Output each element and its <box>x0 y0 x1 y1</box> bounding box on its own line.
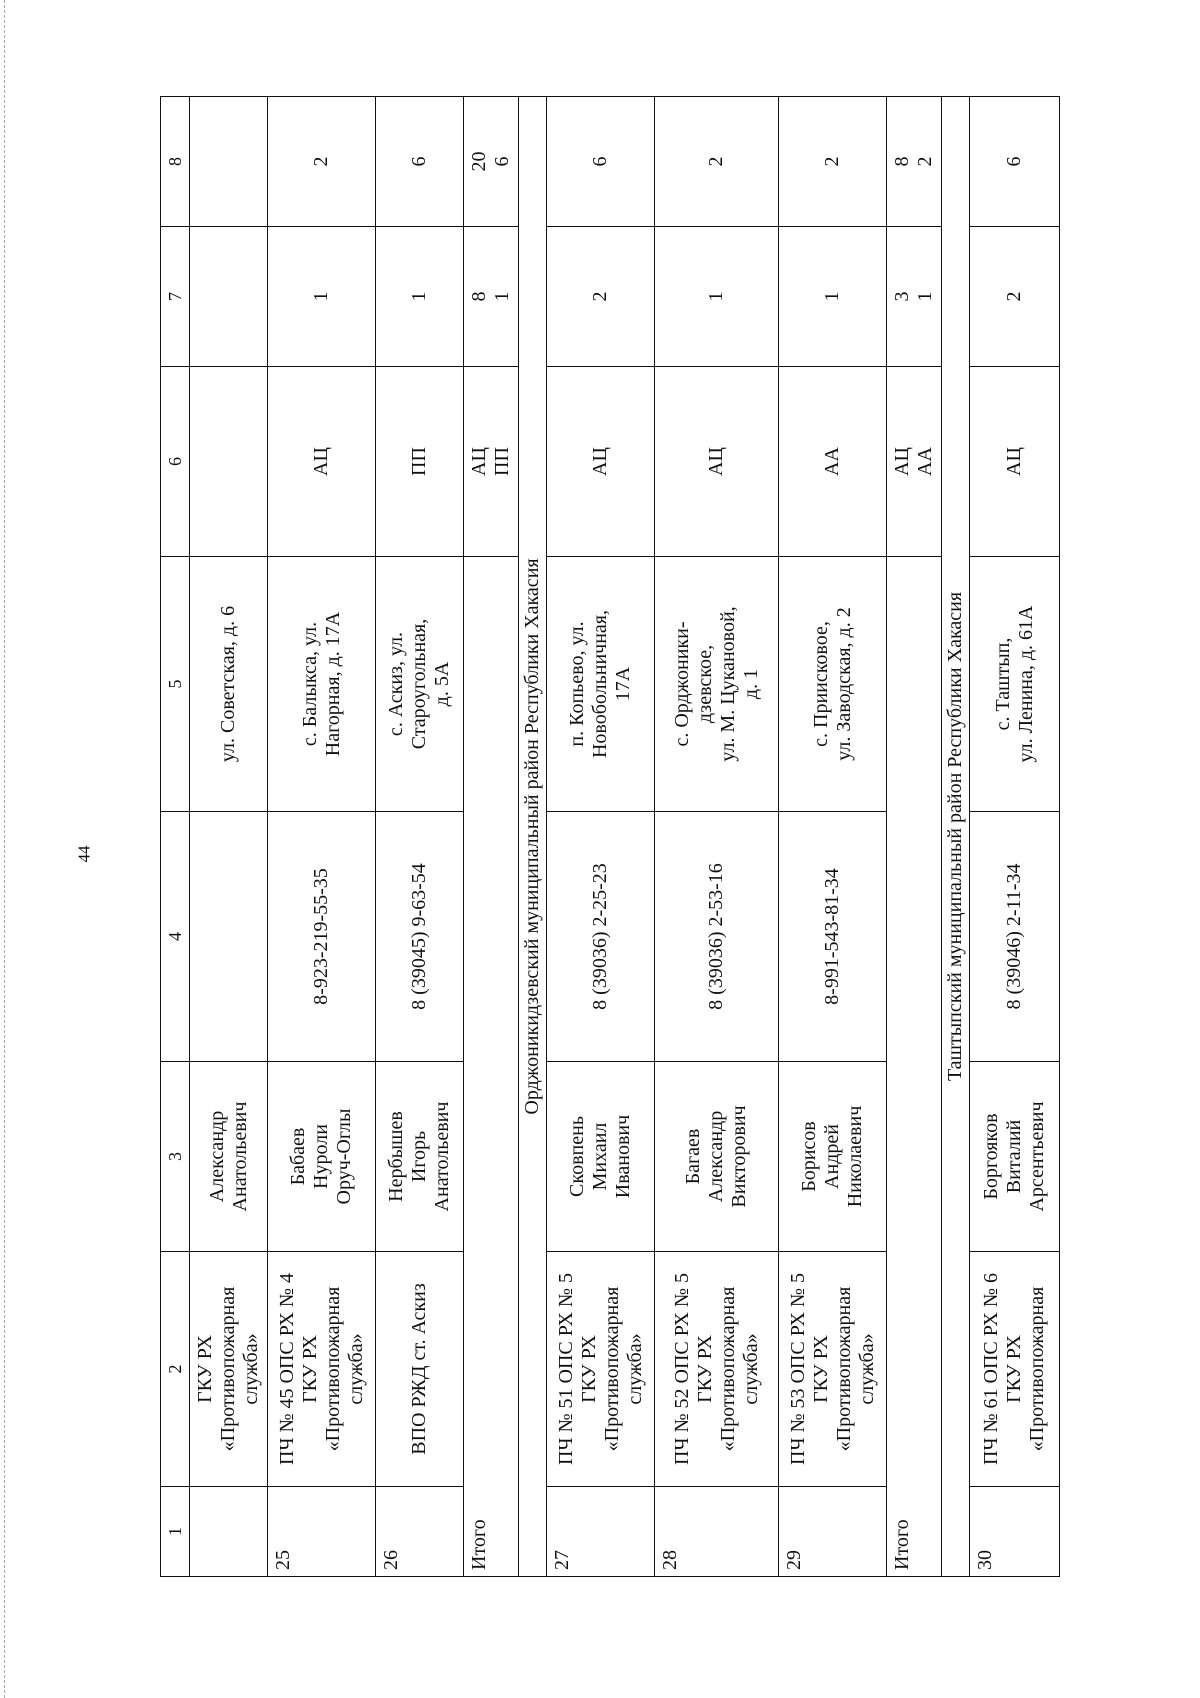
address-cell: ул. Советская, д. 6 <box>190 557 268 812</box>
address-cell: с. Балыкса, ул. Нагорная, д. 17А <box>268 557 376 812</box>
section-title: Таштыпский муниципальный район Республики Хакасия <box>942 97 970 1577</box>
section-row <box>519 97 547 1577</box>
vehicle-count-cell: 1 <box>376 227 464 367</box>
vehicle-count-cell: 2 <box>970 227 1060 367</box>
vehicle-type-cell: АЦ <box>655 367 779 557</box>
unit-name-cell: ПЧ № 51 ОПС РХ № 5 ГКУ РХ «Противопожарная служба» <box>547 1252 655 1487</box>
address-cell: с. Приисковое, ул. Заводская, д. 2 <box>779 557 887 812</box>
vehicle-type-cell: АЦ <box>970 367 1060 557</box>
header-cell: 6 <box>161 367 190 557</box>
address-cell: с. Таштып, ул. Ленина, д. 61А <box>970 557 1060 812</box>
crew-count-cell: 2 <box>655 97 779 227</box>
total-vehicle-types: АЦ ПП <box>464 367 519 557</box>
row-number-cell: 30 <box>970 1487 1060 1577</box>
table-row <box>190 97 268 1577</box>
total-row <box>887 97 942 1577</box>
header-cell: 3 <box>161 1062 190 1252</box>
table-row <box>268 97 376 1577</box>
address-cell: с. Орджоники- дзевское, ул. М. Цукановой, д. 1 <box>655 557 779 812</box>
vehicle-type-cell: ПП <box>376 367 464 557</box>
row-number-cell: 29 <box>779 1487 887 1577</box>
chief-name-cell: Боргояков Виталий Арсентьевич <box>970 1062 1060 1252</box>
chief-name-cell: Борисов Андрей Николаевич <box>779 1062 887 1252</box>
unit-name-cell: ПЧ № 52 ОПС РХ № 5 ГКУ РХ «Противопожарная служба» <box>655 1252 779 1487</box>
total-label: Итого <box>887 557 942 1577</box>
crew-count-cell: 6 <box>376 97 464 227</box>
address-cell: п. Копьево, ул. Новобольничная, 17А <box>547 557 655 812</box>
phone-cell: 8-991-543-81-34 <box>779 812 887 1062</box>
unit-name-cell: ПЧ № 61 ОПС РХ № 6 ГКУ РХ «Противопожарная <box>970 1252 1060 1487</box>
phone-cell: 8-923-219-55-35 <box>268 812 376 1062</box>
total-label: Итого <box>464 557 519 1577</box>
table-row <box>547 97 655 1577</box>
total-vehicle-count: 3 1 <box>887 227 942 367</box>
total-vehicle-count: 8 1 <box>464 227 519 367</box>
address-cell: с. Аскиз, ул. Староугольная, д. 5А <box>376 557 464 812</box>
crew-count-cell: 6 <box>547 97 655 227</box>
header-cell: 8 <box>161 97 190 227</box>
unit-name-cell: ГКУ РХ «Противопожарная служба» <box>190 1252 268 1487</box>
phone-cell: 8 (39045) 9-63-54 <box>376 812 464 1062</box>
unit-name-cell: ПЧ № 45 ОПС РХ № 4 ГКУ РХ «Противопожарная служба» <box>268 1252 376 1487</box>
phone-cell: 8 (39036) 2-25-23 <box>547 812 655 1062</box>
chief-name-cell: Александр Анатольевич <box>190 1062 268 1252</box>
page-number: 44 <box>74 845 94 863</box>
phone-cell: 8 (39036) 2-53-16 <box>655 812 779 1062</box>
header-row <box>161 97 190 1577</box>
crew-count-cell: 6 <box>970 97 1060 227</box>
rotated-table-container <box>160 97 1048 1577</box>
table-row <box>779 97 887 1577</box>
phone-cell: 8 (39046) 2-11-34 <box>970 812 1060 1062</box>
row-number-cell: 26 <box>376 1487 464 1577</box>
total-vehicle-types: АЦ АА <box>887 367 942 557</box>
header-cell: 5 <box>161 557 190 812</box>
header-cell: 2 <box>161 1252 190 1487</box>
header-cell: 1 <box>161 1487 190 1577</box>
crew-count-cell: 2 <box>779 97 887 227</box>
table-row <box>655 97 779 1577</box>
total-crew-count: 8 2 <box>887 97 942 227</box>
chief-name-cell: Нербышев Игорь Анатольевич <box>376 1062 464 1252</box>
chief-name-cell: Сковпень Михаил Иванович <box>547 1062 655 1252</box>
chief-name-cell: Багаев Александр Викторович <box>655 1062 779 1252</box>
crew-count-cell: 2 <box>268 97 376 227</box>
section-title: Орджоникидзевский муниципальный район Республики Хакасия <box>519 97 547 1577</box>
row-number-cell: 25 <box>268 1487 376 1577</box>
table-row <box>376 97 464 1577</box>
row-number-cell: 28 <box>655 1487 779 1577</box>
fire-units-table <box>160 96 1060 1577</box>
vehicle-type-cell: АА <box>779 367 887 557</box>
vehicle-count-cell: 1 <box>268 227 376 367</box>
section-row <box>942 97 970 1577</box>
vehicle-count-cell: 1 <box>779 227 887 367</box>
total-crew-count: 20 6 <box>464 97 519 227</box>
table-row <box>970 97 1060 1577</box>
header-cell: 7 <box>161 227 190 367</box>
chief-name-cell: Бабаев Нуроли Оруч-Оглы <box>268 1062 376 1252</box>
page-edge-line <box>4 0 7 1698</box>
unit-name-cell: ПЧ № 53 ОПС РХ № 5 ГКУ РХ «Противопожарная служба» <box>779 1252 887 1487</box>
vehicle-type-cell: АЦ <box>547 367 655 557</box>
row-number-cell: 27 <box>547 1487 655 1577</box>
vehicle-type-cell: АЦ <box>268 367 376 557</box>
header-cell: 4 <box>161 812 190 1062</box>
unit-name-cell: ВПО РЖД ст. Аскиз <box>376 1252 464 1487</box>
total-row <box>464 97 519 1577</box>
vehicle-count-cell: 1 <box>655 227 779 367</box>
vehicle-count-cell: 2 <box>547 227 655 367</box>
